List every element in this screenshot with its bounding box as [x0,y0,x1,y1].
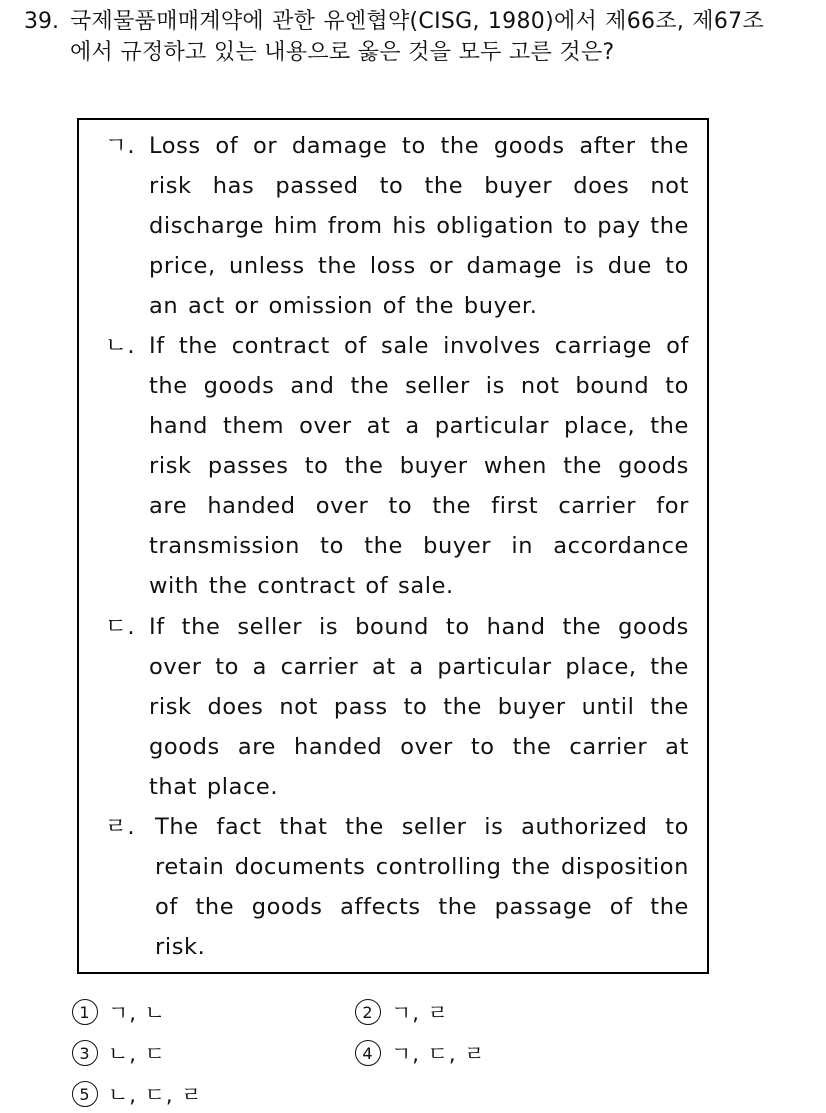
statement-marker: ㄱ. [105,133,136,159]
answer-option-2[interactable] [355,995,449,1031]
statement-text: If the contract of sale involves carriage of the goods and the seller is not bound to hand them over at a particular place, the risk passes to the buyer when the goods are handed over to the first carrier for transmission to the buyer in accordance with the contract of sale. [149,333,689,599]
option-number: 2 [355,999,381,1025]
statement-marker: ㄴ. [105,333,136,359]
option-label: ㄱ, ㄷ, ㄹ [391,1042,486,1066]
option-label: ㄱ, ㄹ [391,1001,449,1025]
statement-text: The fact that the seller is authorized to retain documents controlling the disposition of the goods affects the passage of the risk. [155,814,689,960]
option-number: 1 [72,999,98,1025]
answer-option-1[interactable] [72,995,166,1031]
option-label: ㄱ, ㄴ [108,1001,166,1025]
statement-marker: ㄹ. [105,814,136,840]
answer-option-3[interactable] [72,1036,166,1072]
statement-marker: ㄷ. [105,614,136,640]
question-number: 39. [24,9,59,34]
option-label: ㄴ, ㄷ [108,1042,166,1066]
option-number: 5 [72,1081,98,1107]
statement-box [77,118,709,974]
statement-text: Loss of or damage to the goods after the risk has passed to the buyer does not discharge him from his obligation to pay the price, unless the loss or damage is due to an act or omission of the buyer. [149,133,689,319]
option-number: 4 [355,1040,381,1066]
option-number: 3 [72,1040,98,1066]
answer-options [72,995,772,1105]
statement-text: If the seller is bound to hand the goods over to a carrier at a particular place, the risk does not pass to the buyer until the goods are handed over to the carrier at that place. [149,614,689,800]
answer-option-5[interactable] [72,1077,203,1113]
option-label: ㄴ, ㄷ, ㄹ [108,1083,203,1107]
answer-option-4[interactable] [355,1036,486,1072]
question-text: 국제물품매매계약에 관한 유엔협약(CISG, 1980)에서 제66조, 제67조에서 규정하고 있는 내용으로 옳은 것을 모두 고른 것은? [70,9,764,65]
